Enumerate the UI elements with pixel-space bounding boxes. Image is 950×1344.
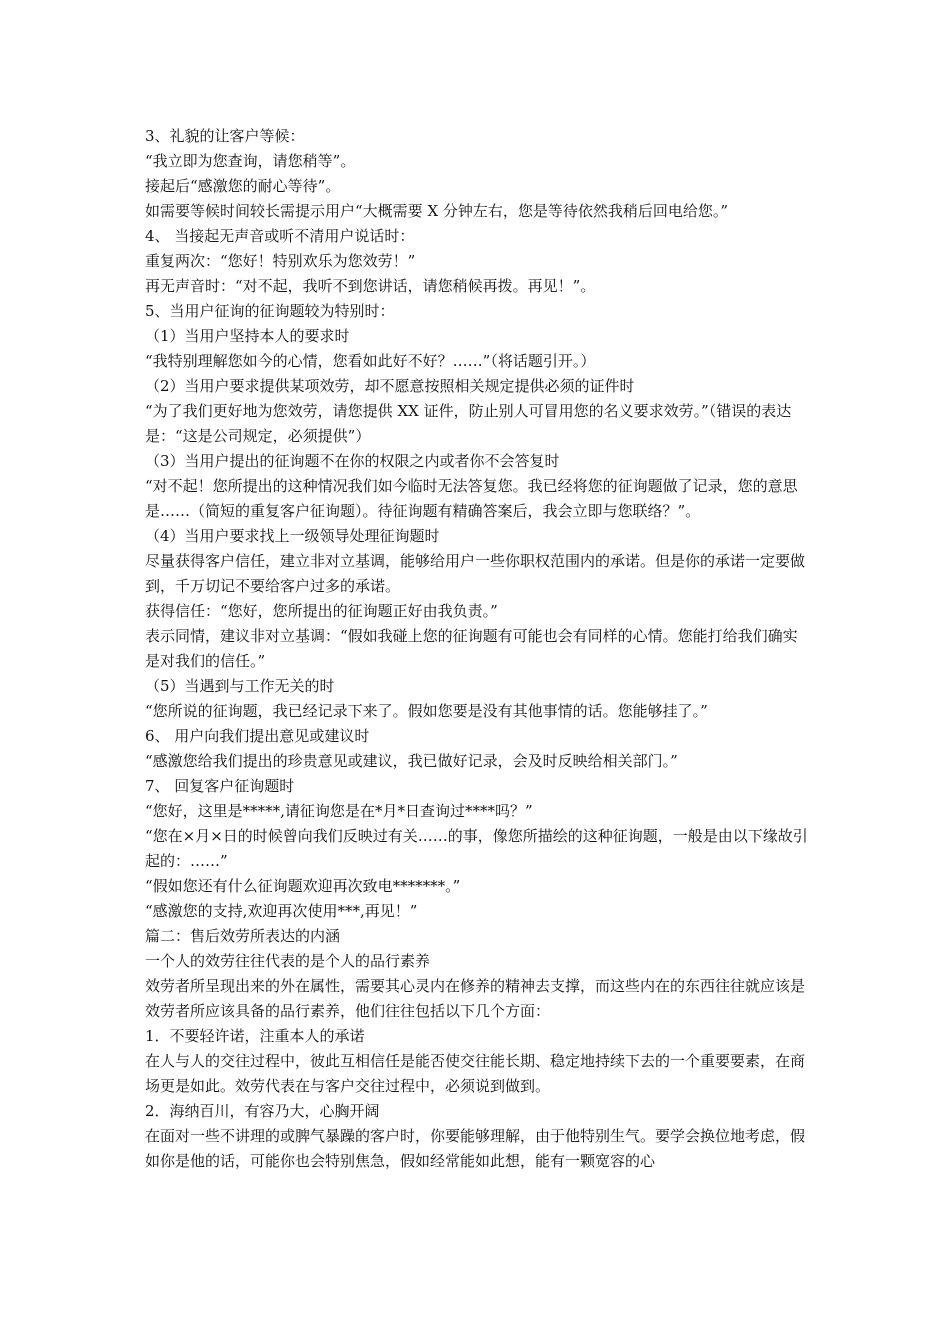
paragraph: 效劳者所呈现出来的外在属性，需要其心灵内在修养的精神去支撑，而这些内在的东西往往就应该是效劳者所应该具备的品行素养，他们往往包括以下几个方面： — [145, 977, 806, 1020]
paragraph: “您所说的征询题，我已经记录下来了。假如您要是没有其他事情的话。您能够挂了。” — [145, 702, 708, 720]
paragraph: 尽量获得客户信任，建立非对立基调，能够给用户一些你职权范围内的承诺。但是你的承诺一定要做到，千万切记不要给客户过多的承诺。 — [145, 552, 806, 595]
paragraph: 在人与人的交往过程中，彼此互相信任是能否使交往能长期、稳定地持续下去的一个重要要素，在商场更是如此。效劳代表在与客户交往过程中，必须说到做到。 — [145, 1052, 806, 1095]
paragraph: （4）当用户要求找上一级领导处理征询题时 — [145, 527, 440, 545]
paragraph: 如需要等候时间较长需提示用户“大概需要 X 分钟左右，您是等待依然我稍后回电给您。” — [145, 202, 729, 220]
paragraph: 3、礼貌的让客户等候： — [145, 127, 305, 145]
document-body — [145, 124, 810, 1174]
paragraph: 7、 回复客户征询题时 — [145, 777, 295, 795]
paragraph: “感激您的支持,欢迎再次使用***,再见！” — [145, 902, 418, 920]
paragraph: “为了我们更好地为您效劳，请您提供 XX 证件，防止别人可冒用您的名义要求效劳。”（错误的表达是：“这是公司规定，必须提供”） — [145, 402, 792, 445]
paragraph: “我特别理解您如今的心情，您看如此好不好？……”（将话题引开。） — [145, 352, 596, 370]
paragraph: 一个人的效劳往往代表的是个人的品行素养 — [145, 952, 431, 970]
paragraph: 4、 当接起无声音或听不清用户说话时： — [145, 227, 415, 245]
paragraph: 表示同情，建议非对立基调：“假如我碰上您的征询题有可能也会有同样的心情。您能打给我们确实是对我们的信任。” — [145, 627, 798, 670]
paragraph: “您在×月×日的时候曾向我们反映过有关……的事，像您所描绘的这种征询题，一般是由以下缘故引起的：……” — [145, 827, 808, 870]
paragraph: 接起后“感激您的耐心等待”。 — [145, 177, 341, 195]
paragraph: 在面对一些不讲理的或脾气暴躁的客户时，你要能够理解，由于他特别生气。要学会换位地考虑，假如你是他的话，可能你也会特别焦急，假如经常能如此想，能有一颗宽容的心 — [145, 1127, 806, 1170]
paragraph: 6、 用户向我们提出意见或建议时 — [145, 727, 370, 745]
paragraph: “您好，这里是*****,请征询您是在*月*日查询过****吗？” — [145, 802, 533, 820]
paragraph: 重复两次：“您好！特别欢乐为您效劳！” — [145, 252, 416, 270]
paragraph: （3）当用户提出的征询题不在你的权限之内或者你不会答复时 — [145, 452, 560, 470]
paragraph: “假如您还有什么征询题欢迎再次致电*******。” — [145, 877, 461, 895]
paragraph: （1）当用户坚持本人的要求时 — [145, 327, 350, 345]
paragraph: 5、当用户征询的征询题较为特别时： — [145, 302, 395, 320]
paragraph: 1．不要轻许诺，注重本人的承诺 — [145, 1027, 365, 1045]
paragraph: （5）当遇到与工作无关的时 — [145, 677, 335, 695]
paragraph: 再无声音时：“对不起，我听不到您讲话，请您稍候再拨。再见！”。 — [145, 277, 596, 295]
paragraph: 获得信任：“您好，您所提出的征询题正好由我负责。” — [145, 602, 498, 620]
paragraph: “我立即为您查询，请您稍等”。 — [145, 152, 356, 170]
paragraph: “对不起！您所提出的这种情况我们如今临时无法答复您。我已经将您的征询题做了记录，您的意思是……（简短的重复客户征询题）。待征询题有精确答案后，我会立即与您联络？”。 — [145, 477, 798, 520]
paragraph: （2）当用户要求提供某项效劳，却不愿意按照相关规定提供必须的证件时 — [145, 377, 635, 395]
section-heading: 篇二：售后效劳所表达的内涵 — [145, 927, 341, 945]
paragraph: “感激您给我们提出的珍贵意见或建议，我已做好记录，会及时反映给相关部门。” — [145, 752, 678, 770]
paragraph: 2．海纳百川，有容乃大，心胸开阔 — [145, 1102, 380, 1120]
